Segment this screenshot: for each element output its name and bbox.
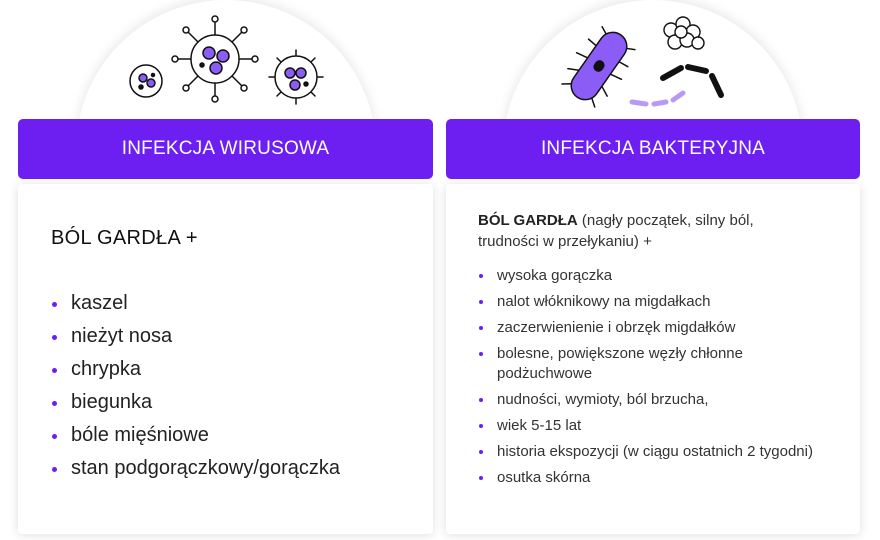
- list-item: biegunka: [51, 386, 340, 419]
- bacterial-infection-header: INFEKCJA BAKTERYJNA: [446, 119, 860, 179]
- bacterial-symptoms-card: [446, 184, 860, 534]
- bacterial-title-bold: BÓL GARDŁA: [478, 212, 578, 229]
- list-item: zaczerwienienie i obrzęk migdałków: [478, 318, 818, 338]
- bacterial-title-detail: (nagły początek, silny ból, trudności w przełykaniu) +: [478, 212, 754, 250]
- list-item: nalot włóknikowy na migdałkach: [478, 292, 818, 312]
- list-item: historia ekspozycji (w ciągu ostatnich 2 tygodni): [478, 442, 818, 462]
- viral-infection-header: INFEKCJA WIRUSOWA: [18, 119, 433, 179]
- bacterial-title: [478, 210, 818, 252]
- list-item: stan podgorączkowy/gorączka: [51, 452, 340, 485]
- list-item: wysoka gorączka: [478, 266, 818, 286]
- list-item: bóle mięśniowe: [51, 419, 340, 452]
- list-item: bolesne, powiększone węzły chłonne podżuchwowe: [478, 344, 818, 384]
- viral-symptom-list: [51, 287, 340, 485]
- bacterial-symptom-list: [478, 266, 818, 494]
- list-item: nudności, wymioty, ból brzucha,: [478, 390, 818, 410]
- list-item: chrypka: [51, 353, 340, 386]
- list-item: nieżyt nosa: [51, 320, 340, 353]
- viral-title: BÓL GARDŁA +: [51, 227, 198, 249]
- list-item: kaszel: [51, 287, 340, 320]
- list-item: osutka skórna: [478, 468, 818, 488]
- list-item: wiek 5-15 lat: [478, 416, 818, 436]
- viral-symptoms-card: [18, 184, 433, 534]
